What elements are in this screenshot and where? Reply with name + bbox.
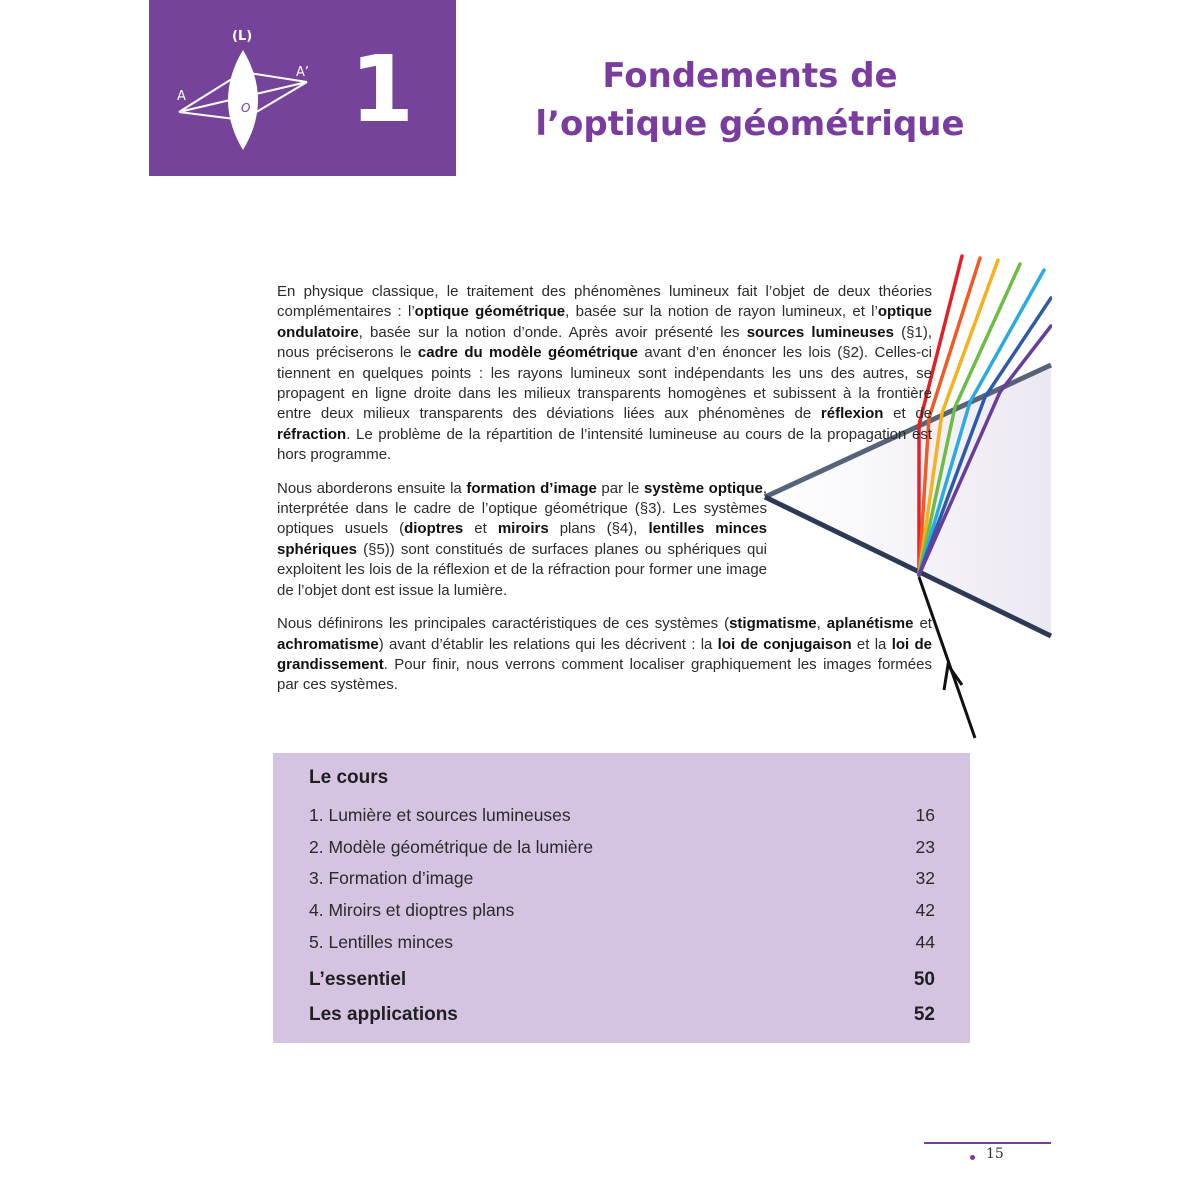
bold-term: lentilles minces sphériques (277, 520, 767, 558)
image-label: A’ (296, 65, 310, 80)
chapter-introduction (277, 282, 932, 709)
bold-term: système optique (644, 479, 763, 497)
toc-applications[interactable] (309, 1003, 935, 1027)
toc-item-page: 44 (915, 931, 935, 952)
toc-essentiel[interactable] (309, 968, 935, 992)
toc-item-page: 16 (915, 804, 935, 825)
object-label: A (177, 89, 186, 104)
toc-item-label: 4. Miroirs et dioptres plans (309, 899, 515, 920)
bold-term: sources lumineuses (746, 323, 894, 341)
intro-paragraph-3: Nous définirons les principales caractéristiques de ces systèmes (stigmatisme, aplanétisme et achromatisme) avant d’établir les relations qui les décrivent : la loi de conjugaison et la loi de grandissement. Pour finir, nous verrons comment localiser graphiquement les images formées par ces systèmes. (277, 615, 932, 694)
toc-item-label: 1. Lumière et sources lumineuses (309, 804, 571, 825)
footer-bullet-icon (970, 1155, 975, 1160)
bold-term: optique ondulatoire (277, 303, 932, 341)
bold-term: aplanétisme (826, 615, 914, 633)
footer-rule (924, 1142, 1051, 1144)
bold-term: miroirs (497, 520, 549, 538)
chapter-title: Fondements de l’optique géométrique (535, 56, 965, 144)
toc-item[interactable] (309, 898, 935, 922)
toc-item[interactable] (309, 866, 935, 890)
bold-term: stigmatisme (729, 615, 817, 633)
toc-item-label: 2. Modèle géométrique de la lumière (309, 836, 594, 857)
toc-item[interactable] (309, 930, 935, 954)
toc-item-page: 32 (915, 867, 935, 888)
bold-term: achromatisme (277, 635, 379, 653)
lens-label: (L) (232, 29, 253, 44)
toc-item[interactable] (309, 835, 935, 859)
toc-item[interactable] (309, 803, 935, 827)
bold-term: loi de grandissement (277, 635, 932, 673)
toc-item-label: 5. Lentilles minces (309, 931, 453, 952)
toc-applications-label: Les applications (309, 1004, 458, 1025)
toc-essentiel-page: 50 (913, 969, 935, 990)
toc-applications-page: 52 (913, 1004, 935, 1025)
bold-term: cadre du modèle géométrique (417, 344, 638, 362)
toc-item-page: 23 (915, 836, 935, 857)
bold-term: réfraction (277, 425, 347, 443)
toc-heading: Le cours (309, 767, 389, 788)
bold-term: formation d’image (466, 479, 597, 497)
bold-term: loi de conjugaison (717, 635, 852, 653)
toc-essentiel-label: L’essentiel (309, 969, 407, 990)
chapter-contents-box (273, 753, 970, 1043)
page-number: 15 (986, 1146, 1004, 1162)
chapter-number: 1 (350, 36, 415, 143)
center-label: O (241, 101, 251, 115)
bold-term: dioptres (404, 520, 464, 538)
intro-paragraph-1: En physique classique, le traitement des phénomènes lumineux fait l’objet de deux théories complémentaires : l’optique géométrique, basée sur la notion de rayon lumineux, et l’optique ondulatoire, basée sur la notion d’onde. Après avoir présenté les sources lumineuses (§1), nous préciserons le cadre du modèle géométrique avant d’en énoncer les lois (§2). Celles-ci tiennent en quelques points : les rayons lumineux sont indépendants les uns des autres, se propagent en ligne droite dans les milieux transparents homogènes et subissent à la frontière entre deux milieux transparents des déviations liées aux phénomènes de réflexion et de réfraction. Le problème de la répartition de l’intensité lumineuse au cours de la propagation est hors programme. (277, 283, 933, 464)
bold-term: réflexion (820, 405, 884, 423)
bold-term: optique géométrique (414, 303, 566, 321)
toc-item-label: 3. Formation d’image (309, 867, 474, 888)
intro-paragraph-2: Nous aborderons ensuite la formation d’image par le système optique, interprétée dans le cadre de l’optique géométrique (§3). Les systèmes optiques usuels (dioptres et miroirs plans (§4), lentilles minces sphériques (§5)) sont constitués de surfaces planes ou sphériques qui exploitent les lois de la réflexion et de la réfraction pour former une image de l’objet dont est issue la lumière. (277, 479, 767, 599)
toc-item-page: 42 (915, 899, 935, 920)
